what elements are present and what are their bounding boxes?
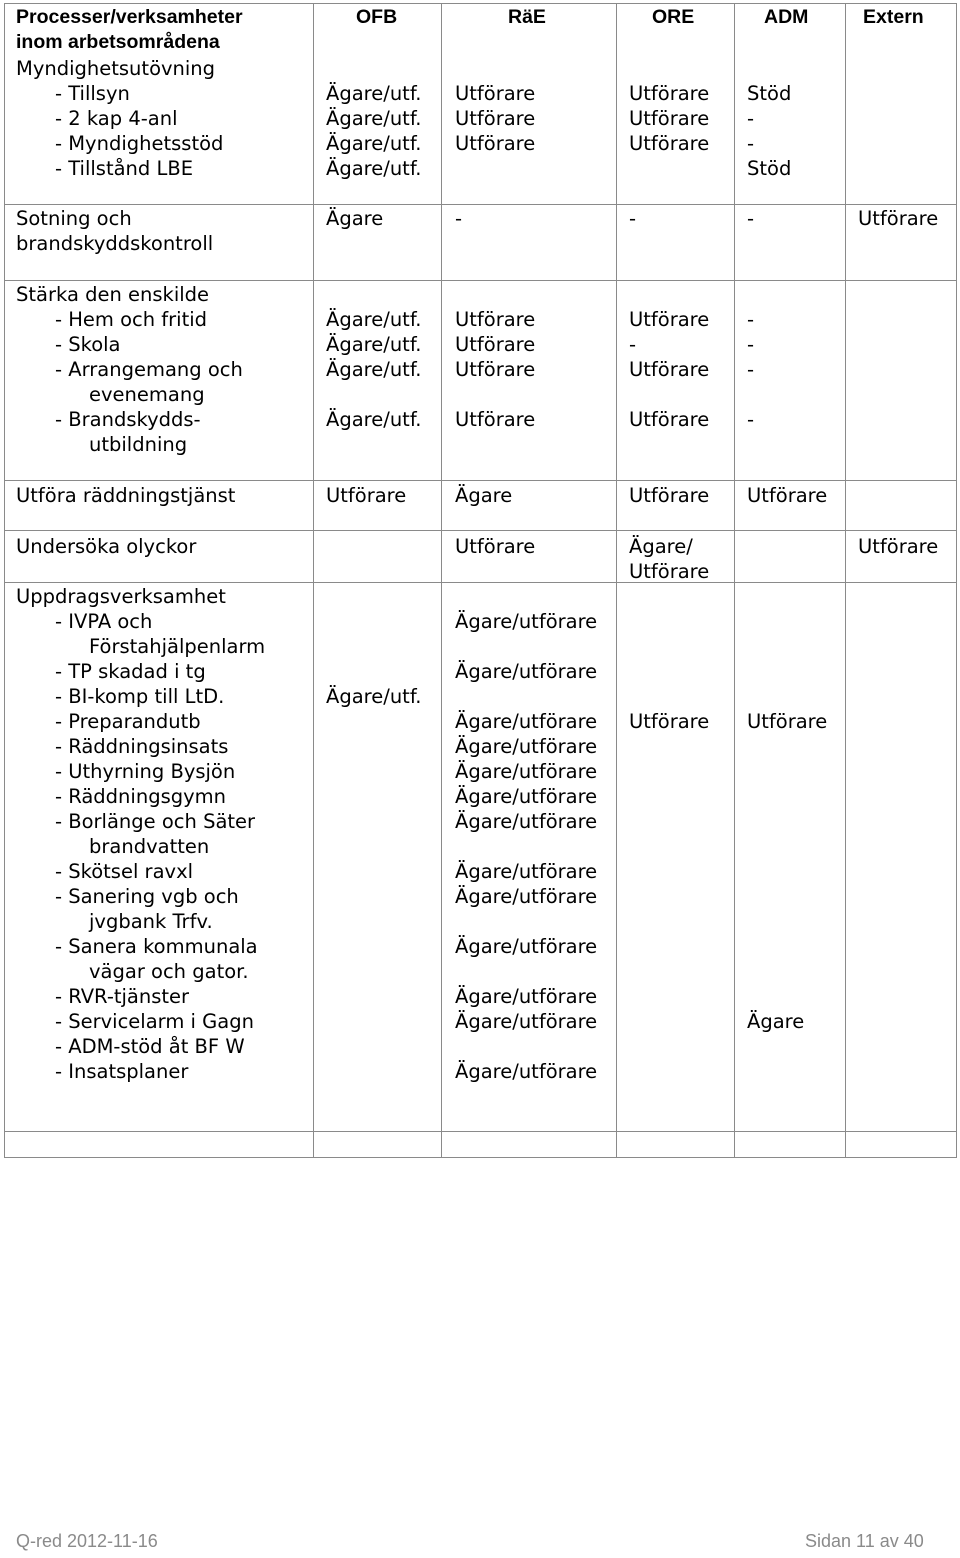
cell-rae: Ägare/utförare xyxy=(455,935,598,958)
cell-ore: Utförare xyxy=(629,710,710,733)
cell-ore: Utförare xyxy=(629,484,710,507)
list-item: - Preparandutb xyxy=(55,710,201,733)
cell-ofb: Ägare/utf. xyxy=(326,82,422,105)
list-item: - Arrangemang och xyxy=(55,358,243,381)
cell-rae: Ägare/utförare xyxy=(455,860,598,883)
list-item: - Borlänge och Säter xyxy=(55,810,256,833)
cell-rae: Utförare xyxy=(455,308,536,331)
cell-extern: Utförare xyxy=(858,207,939,230)
cell-rae: - xyxy=(455,207,463,230)
cell-ore: Utförare xyxy=(629,408,710,431)
header-processes-line2: inom arbetsområdena xyxy=(16,31,220,53)
list-item: - Insatsplaner xyxy=(55,1060,189,1083)
cell-ofb: Ägare/utf. xyxy=(326,685,422,708)
cell-rae: Ägare/utförare xyxy=(455,885,598,908)
row-label: Uppdragsverksamhet xyxy=(16,585,226,608)
row-label: Utföra räddningstjänst xyxy=(16,484,236,507)
cell-ofb: Ägare/utf. xyxy=(326,333,422,356)
cell-rae: Ägare/utförare xyxy=(455,810,598,833)
cell-adm: Utförare xyxy=(747,710,828,733)
cell-ofb: Ägare xyxy=(326,207,384,230)
cell-adm: - xyxy=(747,207,755,230)
list-item: - Skola xyxy=(55,333,121,356)
cell-rae: Utförare xyxy=(455,535,536,558)
row-label: Stärka den enskilde xyxy=(16,283,210,306)
cell-rae: Utförare xyxy=(455,408,536,431)
column-divider xyxy=(734,3,735,1158)
row-divider xyxy=(4,582,957,583)
row-label: Undersöka olyckor xyxy=(16,535,197,558)
cell-ore: - xyxy=(629,207,637,230)
header-ore: ORE xyxy=(652,6,695,28)
cell-rae: Ägare/utförare xyxy=(455,710,598,733)
cell-ore: Ägare/ xyxy=(629,535,693,558)
cell-ofb: Ägare/utf. xyxy=(326,157,422,180)
list-item: - Servicelarm i Gagn xyxy=(55,1010,254,1033)
footer-page-number: Sidan 11 av 40 xyxy=(805,1531,924,1551)
list-item: - Tillsyn xyxy=(55,82,130,105)
table-border-right xyxy=(956,3,957,1158)
cell-ore: Utförare xyxy=(629,308,710,331)
cell-ore: Utförare xyxy=(629,358,710,381)
cell-extern: Utförare xyxy=(858,535,939,558)
list-item: - Skötsel ravxl xyxy=(55,860,194,883)
list-item-continuation: Förstahjälpenlarm xyxy=(89,635,266,658)
list-item: - BI-komp till LtD. xyxy=(55,685,225,708)
row-divider xyxy=(4,1131,957,1132)
table-border-top xyxy=(4,3,957,4)
cell-rae: Utförare xyxy=(455,107,536,130)
cell-rae: Ägare/utförare xyxy=(455,785,598,808)
column-divider xyxy=(845,3,846,1158)
cell-rae: Ägare xyxy=(455,484,513,507)
row-divider xyxy=(4,204,957,205)
list-item: - ADM-stöd åt BF W xyxy=(55,1035,245,1058)
cell-ofb: Ägare/utf. xyxy=(326,408,422,431)
cell-rae: Ägare/utförare xyxy=(455,985,598,1008)
list-item-continuation: jvgbank Trfv. xyxy=(89,910,213,933)
cell-ore: Utförare xyxy=(629,107,710,130)
table-border-left xyxy=(4,3,5,1158)
cell-adm: - xyxy=(747,333,755,356)
cell-ofb: Ägare/utf. xyxy=(326,308,422,331)
list-item: - TP skadad i tg xyxy=(55,660,206,683)
list-item: - Tillstånd LBE xyxy=(55,157,194,180)
cell-rae: Utförare xyxy=(455,82,536,105)
cell-rae: Utförare xyxy=(455,358,536,381)
cell-ore: Utförare xyxy=(629,560,710,583)
cell-adm: - xyxy=(747,132,755,155)
list-item: - Uthyrning Bysjön xyxy=(55,760,236,783)
cell-ore: - xyxy=(629,333,637,356)
cell-adm: - xyxy=(747,358,755,381)
list-item: - 2 kap 4-anl xyxy=(55,107,178,130)
column-divider xyxy=(441,3,442,1158)
list-item-continuation: utbildning xyxy=(89,433,188,456)
cell-ore: Utförare xyxy=(629,132,710,155)
cell-adm: - xyxy=(747,408,755,431)
header-adm: ADM xyxy=(764,6,809,28)
cell-rae: Ägare/utförare xyxy=(455,610,598,633)
row-divider xyxy=(4,480,957,481)
cell-adm: - xyxy=(747,107,755,130)
header-ofb: OFB xyxy=(356,6,398,28)
list-item: - IVPA och xyxy=(55,610,153,633)
list-item-continuation: brandvatten xyxy=(89,835,210,858)
cell-ore: Utförare xyxy=(629,82,710,105)
list-item: - Brandskydds- xyxy=(55,408,201,431)
row-divider xyxy=(4,280,957,281)
list-item: - Sanera kommunala xyxy=(55,935,258,958)
cell-rae: Ägare/utförare xyxy=(455,660,598,683)
footer-revision: Q-red 2012-11-16 xyxy=(16,1531,158,1551)
header-extern: Extern xyxy=(863,6,924,28)
cell-ofb: Ägare/utf. xyxy=(326,358,422,381)
cell-ofb: Utförare xyxy=(326,484,407,507)
list-item-continuation: evenemang xyxy=(89,383,205,406)
cell-adm: Stöd xyxy=(747,82,792,105)
cell-rae: Utförare xyxy=(455,333,536,356)
cell-adm: Ägare xyxy=(747,1010,805,1033)
list-item-continuation: vägar och gator. xyxy=(89,960,249,983)
header-processes: Processer/verksamheter xyxy=(16,6,243,28)
row-label: Sotning och xyxy=(16,207,132,230)
row-divider xyxy=(4,530,957,531)
column-divider xyxy=(313,3,314,1158)
cell-ofb: Ägare/utf. xyxy=(326,107,422,130)
column-divider xyxy=(616,3,617,1158)
row-label: Myndighetsutövning xyxy=(16,57,216,80)
list-item: - RVR-tjänster xyxy=(55,985,190,1008)
cell-adm: Utförare xyxy=(747,484,828,507)
cell-rae: Utförare xyxy=(455,132,536,155)
list-item: - Sanering vgb och xyxy=(55,885,239,908)
list-item: - Hem och fritid xyxy=(55,308,208,331)
cell-adm: - xyxy=(747,308,755,331)
list-item: - Myndighetsstöd xyxy=(55,132,224,155)
cell-rae: Ägare/utförare xyxy=(455,1060,598,1083)
cell-rae: Ägare/utförare xyxy=(455,735,598,758)
cell-ofb: Ägare/utf. xyxy=(326,132,422,155)
cell-rae: Ägare/utförare xyxy=(455,760,598,783)
list-item: - Räddningsgymn xyxy=(55,785,227,808)
header-rae: RäE xyxy=(508,6,546,28)
cell-adm: Stöd xyxy=(747,157,792,180)
list-item: - Räddningsinsats xyxy=(55,735,229,758)
row-label-line2: brandskyddskontroll xyxy=(16,232,214,255)
cell-rae: Ägare/utförare xyxy=(455,1010,598,1033)
table-border-bottom xyxy=(4,1157,957,1158)
